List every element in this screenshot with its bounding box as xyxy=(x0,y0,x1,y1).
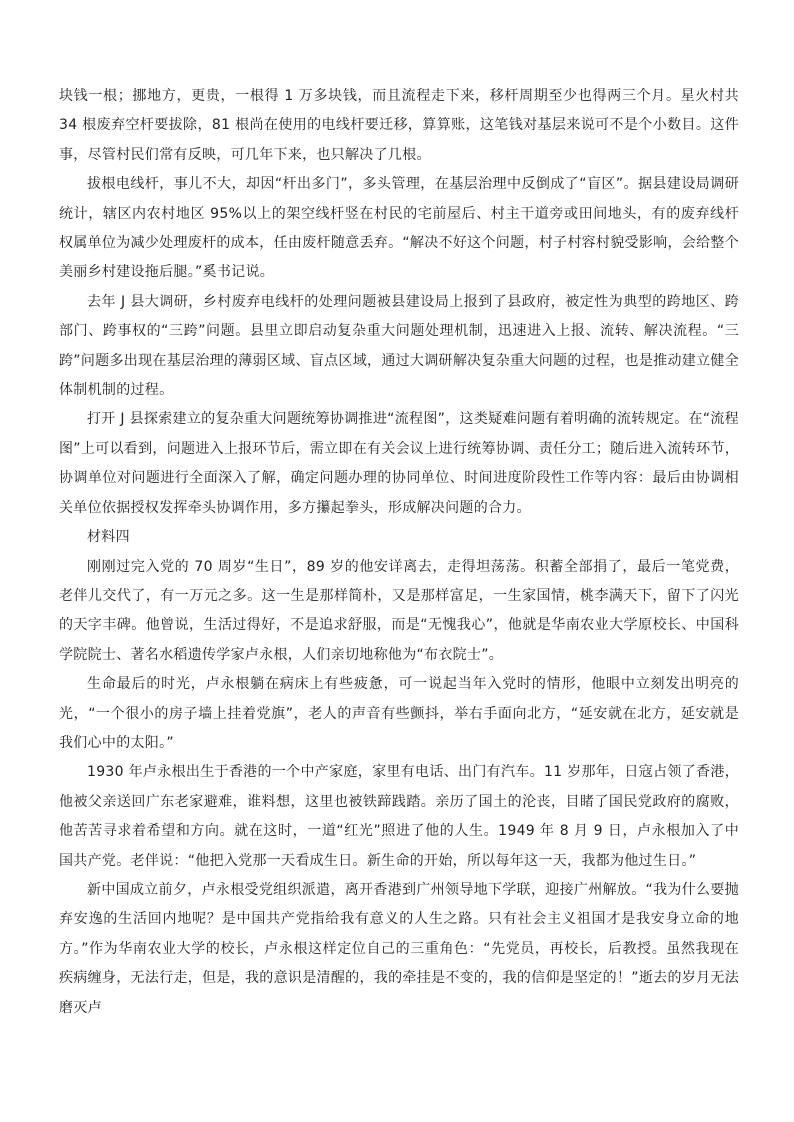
paragraph-lu-yonggen-intro: 刚刚过完入党的 70 周岁“生日”，89 岁的他安详离去，走得坦荡荡。积蓄全部捐了，最后一笔党费，老伴儿交代了，有一万元之多。这一生是那样简朴，又是那样富足，一生家国情，桃李满天下，留下了闪光的天字丰碑。他曾说，生活过得好，不是追求舒服，而是“无愧我心”，他就是华南农业大学原校长、中国科学院院士、著名水稻遗传学家卢永根，人们亲切地称他为“布衣院士”。 xyxy=(59,558,739,663)
document-page xyxy=(59,82,739,1023)
paragraph-utility-pole-issue: 拔根电线杆，事儿不大，却因“杆出多门”，多头管理，在基层治理中反倒成了“盲区”。据县建设局调研统计，辖区内农村地区 95%以上的架空线杆竖在村民的宅前屋后、村主干道旁或田间地头，有的废弃线杆权属单位为减少处理废杆的成本，任由废杆随意丢弃。“解决不好这个问题，村子村容村貌受影响，会给整个美丽乡村建设拖后腿。”奚书记说。 xyxy=(59,176,739,281)
paragraph-early-life: 1930 年卢永根出生于香港的一个中产家庭，家里有电话、出门有汽车。11 岁那年，日寇占领了香港，他被父亲送回广东老家避难，谁料想，这里也被铁蹄践踏。亲历了国土的沦丧，目睹了国民党政府的腐败，他苦苦寻求着希望和方向。就在这时，一道“红光”照进了他的人生。1949 年 8 月 9 日，卢永根加入了中国共产党。老伴说：“他把入党那一天看成生日。新生命的开始，所以每年这一天，我都为他过生日。” xyxy=(59,764,739,869)
paragraph-continuation: 块钱一根；挪地方，更贵，一根得 1 万多块钱，而且流程走下来，移杆周期至少也得两三个月。星火村共 34 根废弃空杆要拔除，81 根尚在使用的电线杆要迁移，算算账，这笔钱对基层来说可不是个小数目。这件事，尽管村民们常有反映，可几年下来，也只解决了几根。 xyxy=(59,88,739,163)
paragraph-last-days: 生命最后的时光，卢永根躺在病床上有些疲惫，可一说起当年入党时的情形，他眼中立刻发出明亮的光，“一个很小的房子墙上挂着党旗”，老人的声音有些颤抖，举右手面向北方，“延安就在北方，延安就是我们心中的太阳。” xyxy=(59,676,739,751)
paragraph-three-cross-issue: 去年 J 县大调研，乡村废弃电线杆的处理问题被县建设局上报到了县政府，被定性为典型的跨地区、跨部门、跨事权的“三跨”问题。县里立即启动复杂重大问题处理机制，迅速进入上报、流转、解决流程。“三跨”问题多出现在基层治理的薄弱区域、盲点区域，通过大调研解决复杂重大问题的过程，也是推动建立健全体制机制的过程。 xyxy=(59,293,739,399)
section-heading: 材料四 xyxy=(87,529,130,546)
paragraph-flowchart: 打开 J 县探索建立的复杂重大问题统筹协调推进“流程图”，这类疑难问题有着明确的流转规定。在“流程图”上可以看到，问题进入上报环节后，需立即在有关会议上进行统筹协调、责任分工；随后进入流转环节，协调单位对问题进行全面深入了解，确定问题办理的协同单位、时间进度阶段性工作等内容：最后由协调相关单位依据授权发挥牵头协调作用，多方攥起拳头，形成解决问题的合力。 xyxy=(59,411,739,516)
paragraph-new-china: 新中国成立前夕，卢永根受党组织派遣，离开香港到广州领导地下学联，迎接广州解放。“我为什么要抛弃安逸的生活回内地呢？是中国共产党指给我有意义的人生之路。只有社会主义祖国才是我安身立命的地方。”作为华南农业大学的校长，卢永根这样定位自己的三重角色：“先党员，再校长，后教授。虽然我现在疾病缠身，无法行走，但是，我的意识是清醒的，我的牵挂是不变的，我的信仰是坚定的！”逝去的岁月无法磨灭卢 xyxy=(59,881,739,1016)
